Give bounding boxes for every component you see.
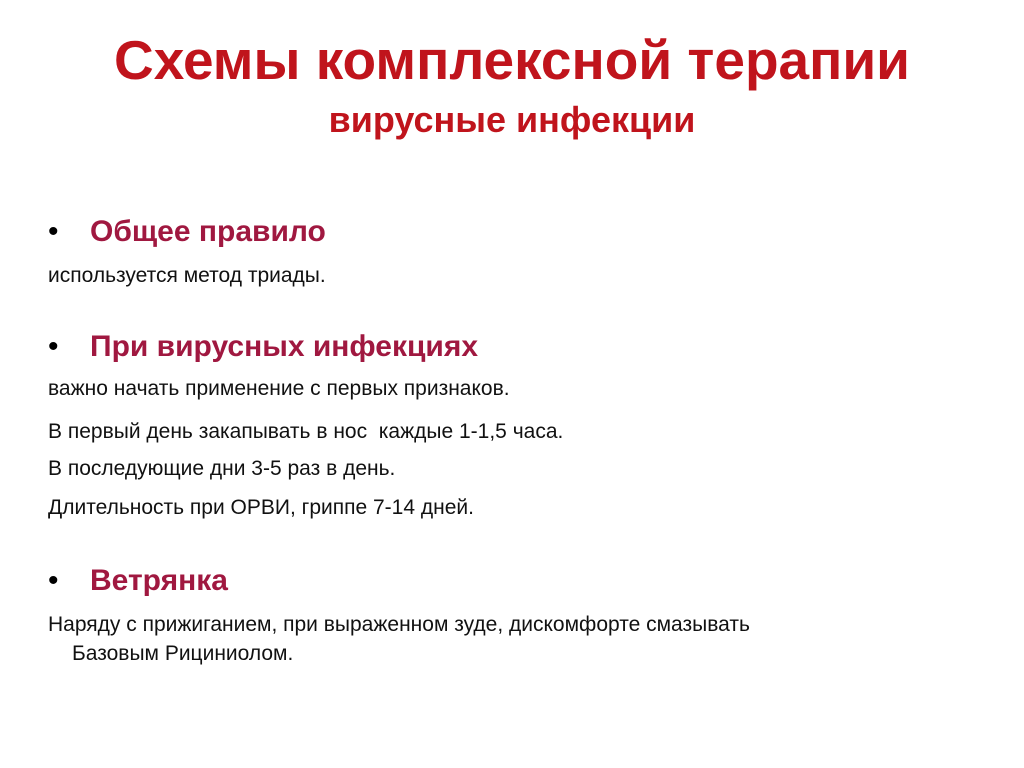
slide-title: Схемы комплексной терапии <box>114 29 910 91</box>
body-text-line: важно начать применение с первых признаков. <box>48 377 510 400</box>
body-text-line: В первый день закапывать в нос каждые 1-1,5 часа. <box>48 420 564 443</box>
body-text-line: Базовым Рициниолом. <box>72 642 294 665</box>
section-heading-text: Ветрянка <box>90 564 228 597</box>
body-text-line: Наряду с прижиганием, при выраженном зуде, дискомфорте смазывать <box>48 613 750 636</box>
body-text-line: В последующие дни 3-5 раз в день. <box>48 457 396 480</box>
section-heading-text: При вирусных инфекциях <box>90 330 479 363</box>
section-heading-viral-infections <box>48 327 478 367</box>
bullet-point: • <box>48 564 59 597</box>
section-heading-text: Общее правило <box>90 215 326 248</box>
bullet-point: • <box>48 215 59 248</box>
slide-subtitle: вирусные инфекции <box>328 99 696 140</box>
body-text-line: Длительность при ОРВИ, гриппе 7-14 дней. <box>48 496 474 519</box>
section-heading-general-rule <box>48 212 326 252</box>
body-text-line: используется метод триады. <box>48 264 326 287</box>
section-heading-chickenpox <box>48 561 228 601</box>
bullet-point: • <box>48 330 59 363</box>
